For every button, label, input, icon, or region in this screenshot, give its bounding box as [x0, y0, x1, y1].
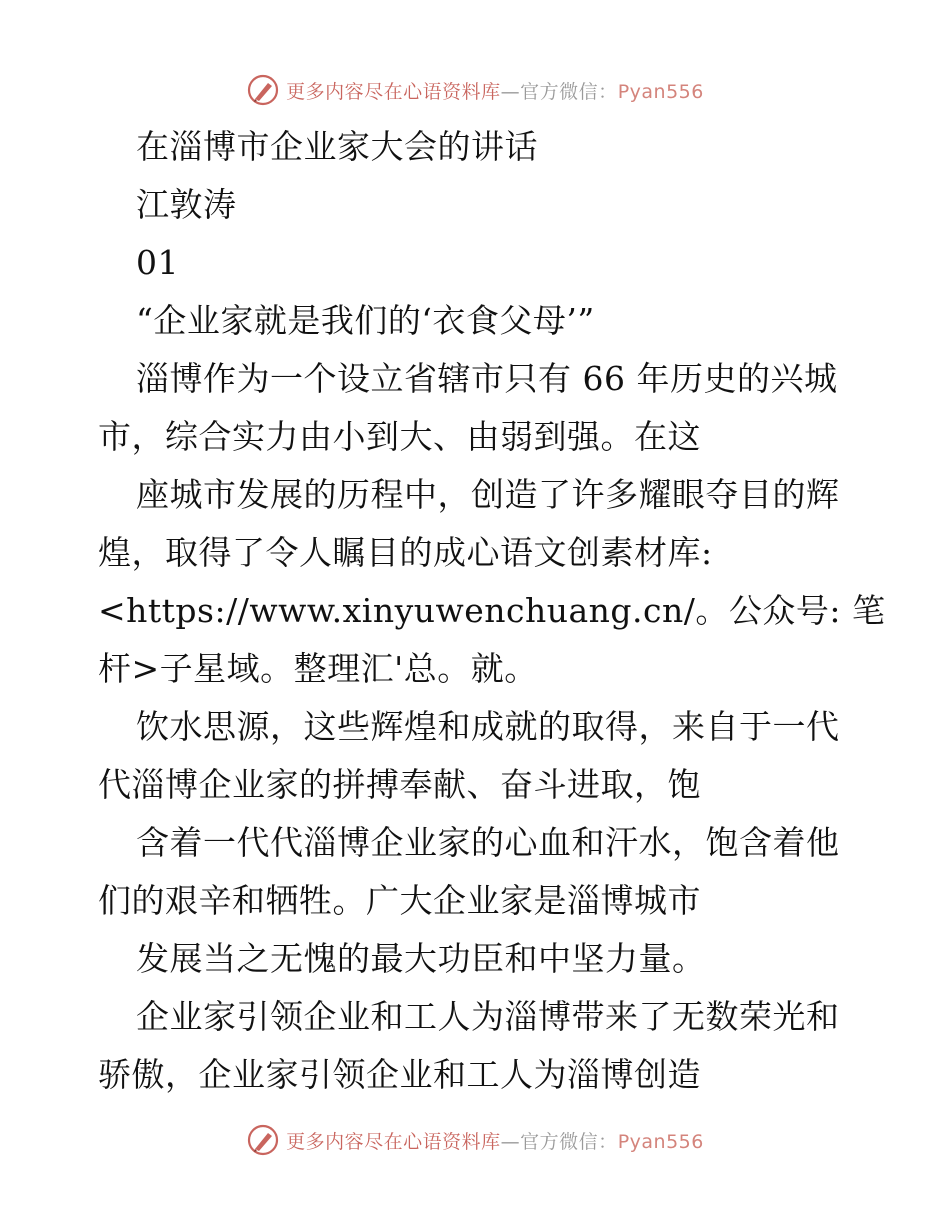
- paragraph-line: 含着一代代淄博企业家的心血和汗水，饱含着他: [136, 823, 840, 862]
- banner-main-text: 更多内容尽在心语资料库: [286, 1130, 501, 1153]
- document-title: 在淄博市企业家大会的讲话: [136, 127, 538, 166]
- footer-watermark-banner: [0, 1120, 950, 1160]
- paragraph-line: 骄傲，企业家引领企业和工人为淄博创造: [98, 1055, 701, 1094]
- document-author: 江敦涛: [136, 185, 237, 224]
- quill-pen-icon: [246, 73, 280, 107]
- paragraph-line: 企业家引领企业和工人为淄博带来了无数荣光和: [136, 997, 840, 1036]
- paragraph-line: 淄博作为一个设立省辖市只有 66 年历史的兴城: [136, 359, 838, 398]
- header-watermark-banner: [0, 70, 950, 110]
- paragraph-line: 杆>子星域。整理汇'总。就。: [98, 649, 538, 688]
- paragraph-line: 座城市发展的历程中，创造了许多耀眼夺目的辉: [136, 475, 840, 514]
- paragraph-line: 们的艰辛和牺牲。广大企业家是淄博城市: [98, 881, 701, 920]
- paragraph-line: 饮水思源，这些辉煌和成就的取得，来自于一代: [136, 707, 840, 746]
- banner-main-text: 更多内容尽在心语资料库: [286, 80, 501, 103]
- paragraph-line: 发展当之无愧的最大功臣和中坚力量。: [136, 939, 706, 978]
- banner-separator: —: [500, 1130, 521, 1153]
- paragraph-line: 代淄博企业家的拼搏奉献、奋斗进取，饱: [98, 765, 701, 804]
- paragraph-line: 煌，取得了令人瞩目的成心语文创素材库:: [98, 533, 713, 572]
- section-number: 01: [136, 243, 179, 282]
- banner-sub-text: 官方微信：: [520, 1130, 618, 1153]
- paragraph-line: <https://www.xinyuwenchuang.cn/。公众号: 笔: [98, 591, 886, 630]
- banner-sub-text: 官方微信：: [520, 80, 618, 103]
- section-heading: “企业家就是我们的‘衣食父母’”: [136, 301, 595, 340]
- banner-wechat-id: Pyan556: [617, 80, 704, 103]
- banner-separator: —: [500, 80, 521, 103]
- quill-pen-icon: [246, 1123, 280, 1157]
- document-body: [98, 118, 886, 1104]
- banner-wechat-id: Pyan556: [617, 1130, 704, 1153]
- paragraph-line: 市，综合实力由小到大、由弱到强。在这: [98, 417, 701, 456]
